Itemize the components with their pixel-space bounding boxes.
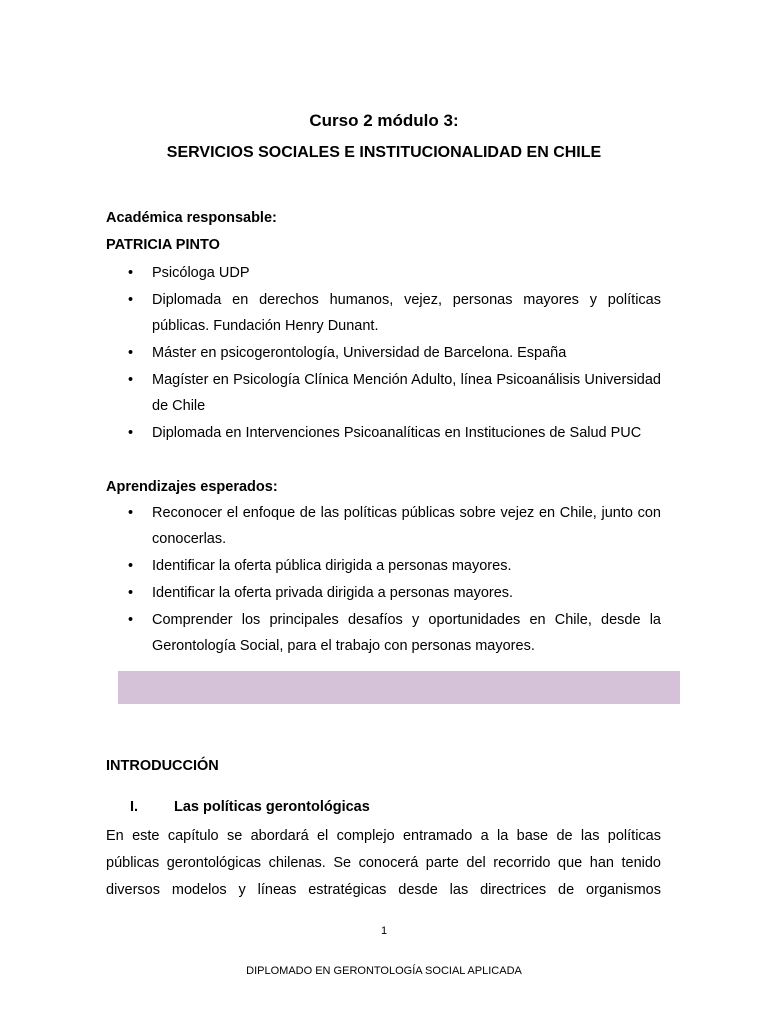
paragraph-line: En este capítulo se abordará el complejo entramado a la base de las políticas [106,828,661,844]
academic-name: PATRICIA PINTO [106,237,220,253]
introduction-heading: INTRODUCCIÓN [106,758,219,774]
section-title: Las políticas gerontológicas [174,799,370,815]
academic-label: Académica responsable: [106,210,277,226]
credentials-list [106,260,661,447]
list-item: • Identificar la oferta pública dirigida a personas mayores. [106,553,661,579]
paragraph-line: diversos modelos y líneas estratégicas desde las directrices de organismos [106,882,661,898]
list-item: • Reconocer el enfoque de las políticas públicas sobre vejez en Chile, junto con conocerlas. [106,500,661,552]
list-item: • Diplomada en Intervenciones Psicoanalíticas en Instituciones de Salud PUC [106,420,661,446]
list-item: • Identificar la oferta privada dirigida a personas mayores. [106,580,661,606]
footer-program: DIPLOMADO EN GERONTOLOGÍA SOCIAL APLICADA [246,965,522,977]
list-item: • Psicóloga UDP [106,260,661,286]
paragraph-line: públicas gerontológicas chilenas. Se conocerá parte del recorrido que han tenido [106,855,661,871]
decorative-band [118,671,680,704]
module-title: SERVICIOS SOCIALES E INSTITUCIONALIDAD EN CHILE [166,144,602,161]
list-item: • Comprender los principales desafíos y oportunidades en Chile, desde la Gerontología Social, para el trabajo con personas mayores. [106,607,661,659]
course-module-title: Curso 2 módulo 3: [309,111,459,130]
list-item: • Máster en psicogerontología, Universidad de Barcelona. España [106,340,661,366]
list-item: • Diplomada en derechos humanos, vejez, personas mayores y políticas públicas. Fundación Henry Dunant. [106,287,661,339]
page-number: 1 [380,925,388,937]
introduction-paragraph [106,823,661,904]
learning-label: Aprendizajes esperados: [106,479,278,495]
list-item: • Magíster en Psicología Clínica Mención Adulto, línea Psicoanálisis Universidad de Chile [106,367,661,419]
section-number: I. [130,799,139,815]
section-heading [130,799,370,815]
learning-outcomes-list [106,500,661,660]
